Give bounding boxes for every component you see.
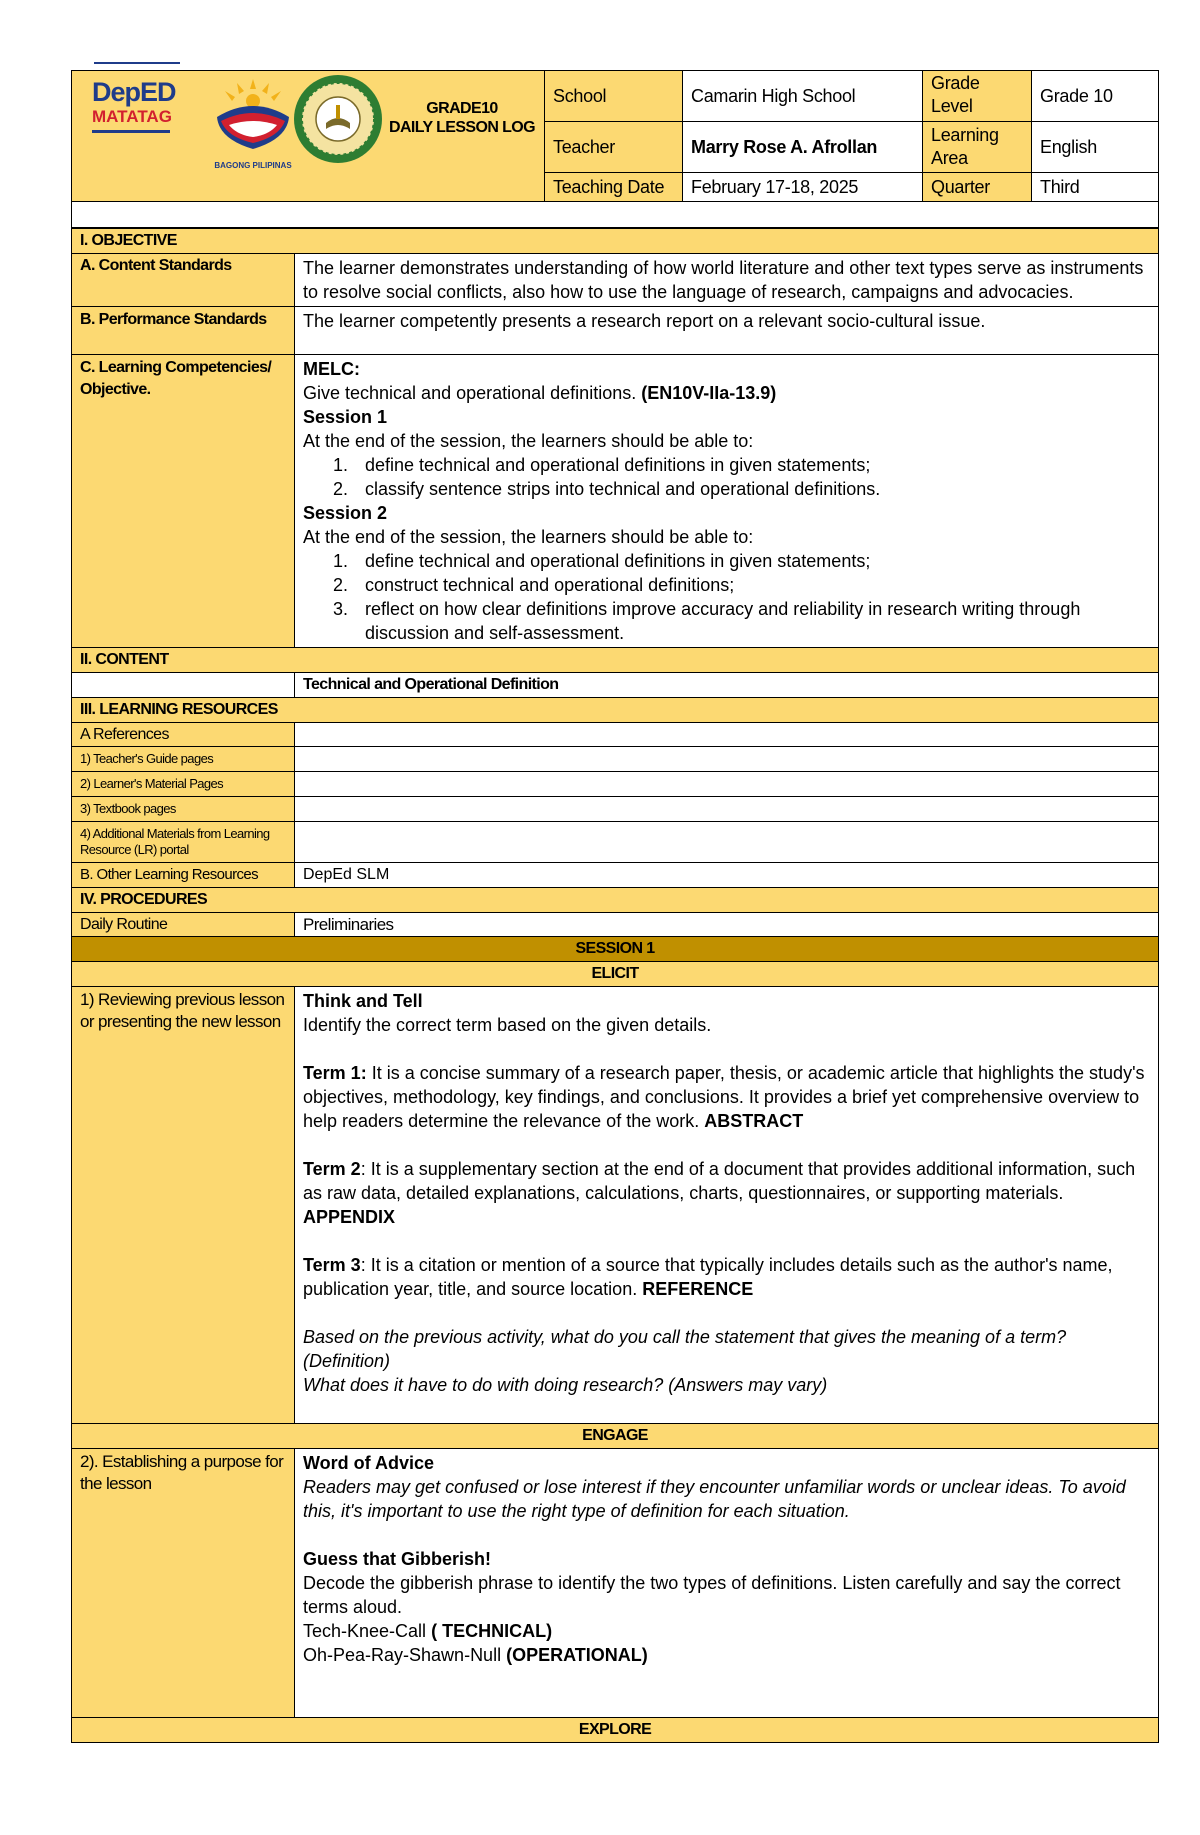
school-seal bbox=[292, 73, 384, 165]
gibberish-answer: (OPERATIONAL) bbox=[506, 1645, 648, 1665]
references-label: A References bbox=[72, 723, 295, 747]
bagong-pilipinas-logo bbox=[207, 77, 299, 169]
follow-up-question-1: Based on the previous activity, what do you call the statement that gives the meaning of a term? (Definition) bbox=[303, 1327, 1067, 1371]
daily-routine-value: Preliminaries bbox=[295, 913, 1159, 937]
session1-objective-item: 2. classify sentence strips into technical and operational definitions. bbox=[353, 477, 1150, 501]
performance-standards-text: The learner competently presents a research report on a relevant socio-cultural issue. bbox=[295, 307, 1159, 355]
follow-up-question-2: What does it have to do with doing research? (Answers may vary) bbox=[303, 1375, 828, 1395]
session1-banner: SESSION 1 bbox=[72, 937, 1159, 962]
competencies-label: C. Learning Competencies/ Objective. bbox=[72, 355, 295, 648]
teacher-value: Marry Rose A. Afrollan bbox=[683, 122, 923, 173]
session2-objective-item: 3. reflect on how clear definitions improve accuracy and reliability in research writing through discussion and self-assessment. bbox=[353, 597, 1150, 645]
learning-area-value: English bbox=[1032, 122, 1159, 173]
content-standards-label: A. Content Standards bbox=[72, 254, 295, 307]
additional-materials-label: 4) Additional Materials from Learning Resource (LR) portal bbox=[72, 822, 295, 863]
spacer bbox=[303, 1523, 1150, 1547]
matatag-logo-text: MATATAG bbox=[92, 107, 172, 126]
melc-label: MELC: bbox=[303, 359, 360, 379]
term3-label: Term 3 bbox=[303, 1255, 361, 1275]
term1-label: Term 1: bbox=[303, 1063, 367, 1083]
spacer bbox=[303, 1229, 1150, 1253]
term3-text: : It is a citation or mention of a source that typically includes details such as the author's name, publication year, title, and source location. bbox=[303, 1255, 1113, 1299]
learning-area-label: Learning Area bbox=[923, 122, 1032, 173]
gibberish-title: Guess that Gibberish! bbox=[303, 1549, 492, 1569]
term2-text: : It is a supplementary section at the end of a document that provides additional information, such as raw data, detailed explanations, calculations, charts, questionnaires, or supporting materials. bbox=[303, 1159, 1136, 1203]
matatag-underline bbox=[92, 130, 170, 133]
engage-cell bbox=[295, 1449, 1159, 1718]
gibberish-phrase: Oh-Pea-Ray-Shawn-Null bbox=[303, 1645, 502, 1665]
quarter-value: Third bbox=[1032, 173, 1159, 202]
melc-line bbox=[303, 381, 1150, 405]
term3-answer: REFERENCE bbox=[642, 1279, 754, 1299]
session2-intro: At the end of the session, the learners should be able to: bbox=[303, 527, 754, 547]
session1-intro: At the end of the session, the learners should be able to: bbox=[303, 431, 754, 451]
other-resources-label: B. Other Learning Resources bbox=[72, 863, 295, 888]
melc-code: (EN10V-IIa-13.9) bbox=[641, 383, 777, 403]
header-spacer-row bbox=[72, 202, 1159, 228]
teachers-guide-label: 1) Teacher's Guide pages bbox=[72, 747, 295, 772]
think-and-tell-cell bbox=[295, 987, 1159, 1424]
textbook-label: 3) Textbook pages bbox=[72, 797, 295, 822]
term2-block bbox=[303, 1157, 1150, 1229]
gibberish-phrase: Tech-Knee-Call bbox=[303, 1621, 427, 1641]
textbook-value bbox=[295, 797, 1159, 822]
procedures-heading: IV. PROCEDURES bbox=[72, 888, 1159, 913]
bagong-pilipinas-emblem-icon bbox=[207, 77, 299, 157]
advice-title: Word of Advice bbox=[303, 1453, 435, 1473]
learners-material-label: 2) Learner's Material Pages bbox=[72, 772, 295, 797]
spacer bbox=[303, 1133, 1150, 1157]
title-grade: GRADE10 bbox=[426, 100, 498, 117]
think-tell-title: Think and Tell bbox=[303, 991, 423, 1011]
spacer bbox=[303, 1301, 1150, 1325]
teacher-label: Teacher bbox=[545, 122, 683, 173]
gibberish-item-1 bbox=[303, 1619, 1150, 1643]
title-block bbox=[382, 99, 542, 137]
gibberish-instruction: Decode the gibberish phrase to identify the two types of definitions. Listen carefully and say the correct terms aloud. bbox=[303, 1573, 1121, 1617]
session1-label: Session 1 bbox=[303, 407, 388, 427]
content-heading: II. CONTENT bbox=[72, 648, 1159, 673]
teaching-date-value: February 17-18, 2025 bbox=[683, 173, 923, 202]
header-table bbox=[71, 70, 1159, 228]
objective-heading: I. OBJECTIVE bbox=[72, 229, 1159, 254]
deped-logo-text: DepED bbox=[92, 77, 176, 107]
competencies-cell bbox=[295, 355, 1159, 648]
resources-heading: III. LEARNING RESOURCES bbox=[72, 698, 1159, 723]
performance-standards-label: B. Performance Standards bbox=[72, 307, 295, 355]
session2-label: Session 2 bbox=[303, 503, 388, 523]
deped-logo bbox=[92, 77, 192, 133]
header-accent-line bbox=[94, 62, 180, 64]
session2-objective-item: 2. construct technical and operational definitions; bbox=[353, 573, 1150, 597]
engage-banner: ENGAGE bbox=[72, 1424, 1159, 1449]
advice-text: Readers may get confused or lose interest if they encounter unfamiliar words or unclear ideas. To avoid this, it's important to use the right type of definition for each situation. bbox=[303, 1477, 1126, 1521]
spacer bbox=[303, 1037, 1150, 1061]
other-resources-value: DepEd SLM bbox=[295, 863, 1159, 888]
term1-block bbox=[303, 1061, 1150, 1133]
teaching-date-label: Teaching Date bbox=[545, 173, 683, 202]
elicit-banner: ELICIT bbox=[72, 962, 1159, 987]
logo-area bbox=[72, 71, 545, 202]
purpose-label: 2). Establishing a purpose for the lesson bbox=[72, 1449, 295, 1718]
learners-material-value bbox=[295, 772, 1159, 797]
lesson-body-table bbox=[71, 228, 1159, 1743]
daily-routine-label: Daily Routine bbox=[72, 913, 295, 937]
term2-answer: APPENDIX bbox=[303, 1207, 396, 1227]
daily-lesson-log bbox=[71, 70, 1158, 1743]
explore-banner: EXPLORE bbox=[72, 1718, 1159, 1743]
term1-text: It is a concise summary of a research paper, thesis, or academic article that highlights the study's objectives, methodology, key findings, and conclusions. It provides a brief yet comprehensive overview to help readers determine the relevance of the work. bbox=[303, 1063, 1145, 1131]
session1-objective-item: 1. define technical and operational definitions in given statements; bbox=[353, 453, 1150, 477]
gibberish-answer: ( TECHNICAL) bbox=[431, 1621, 553, 1641]
grade-level-value: Grade 10 bbox=[1032, 71, 1159, 122]
school-value: Camarin High School bbox=[683, 71, 923, 122]
quarter-label: Quarter bbox=[923, 173, 1032, 202]
title-dll: DAILY LESSON LOG bbox=[389, 119, 535, 136]
additional-materials-value bbox=[295, 822, 1159, 863]
grade-level-label: Grade Level bbox=[923, 71, 1032, 122]
term3-block bbox=[303, 1253, 1150, 1301]
term1-answer: ABSTRACT bbox=[704, 1111, 804, 1131]
teachers-guide-value bbox=[295, 747, 1159, 772]
gibberish-item-2 bbox=[303, 1643, 1150, 1667]
session1-objectives bbox=[303, 453, 1150, 501]
references-value bbox=[295, 723, 1159, 747]
session2-objective-item: 1. define technical and operational definitions in given statements; bbox=[353, 549, 1150, 573]
think-tell-instruction: Identify the correct term based on the given details. bbox=[303, 1015, 712, 1035]
content-topic: Technical and Operational Definition bbox=[295, 673, 1159, 698]
session2-objectives bbox=[303, 549, 1150, 645]
term2-label: Term 2 bbox=[303, 1159, 361, 1179]
reviewing-label: 1) Reviewing previous lesson or presenting the new lesson bbox=[72, 987, 295, 1424]
content-blank-cell bbox=[72, 673, 295, 698]
bagong-pilipinas-text: BAGONG PILIPINAS bbox=[214, 161, 292, 170]
melc-text: Give technical and operational definitions. bbox=[303, 383, 637, 403]
content-standards-text: The learner demonstrates understanding of how world literature and other text types serve as instruments to resolve social conflicts, also how to use the language of research, campaigns and advocacies. bbox=[295, 254, 1159, 307]
camarin-high-school-seal-icon bbox=[292, 73, 384, 165]
school-label: School bbox=[545, 71, 683, 122]
